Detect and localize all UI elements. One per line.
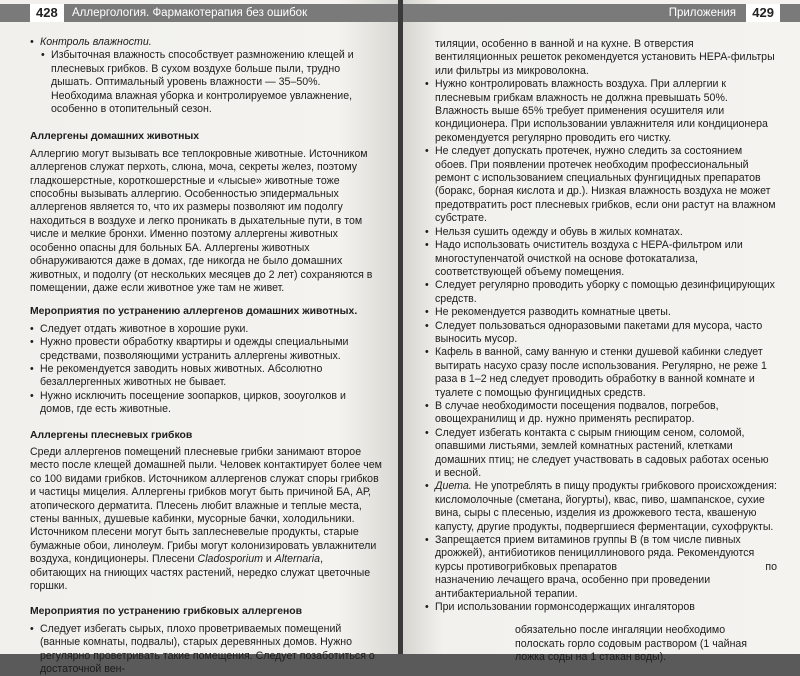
list-item: • Надо использовать очиститель воздуха с НЕРА-фильтром или многоступенчатой очисткой на основе фотокатализа, соответствующей объему помещения. [425, 239, 777, 279]
molds-text-part-2: , обитающих на гниющих частях растений, нередко служат цветочные горшки. [30, 553, 371, 593]
left-page-content [30, 36, 382, 676]
diet-text: Не употреблять в пищу продукты грибкового происхождения: кисломолочные (сметана, йогурты), квас, пиво, шампанское, сухие вина, сыры с плесенью, изделия из дрожжевого теста, квашеную капусту, другие продукты, подвергшиеся ферментации, сухофрукты. [435, 480, 777, 533]
vitamins-po: по [765, 560, 777, 573]
list-item: • Нужно провести обработку квартиры и одежды специальными средствами, позволяющими устранить аллергены животных. [30, 336, 382, 363]
genus-cladosporium: Cladosporium [197, 553, 263, 566]
molds-heading: Аллергены плесневых грибков [30, 429, 193, 441]
continuation-text: тиляции, особенно в ванной и на кухне. В отверстия вентиляционных решеток рекомендуется установить НЕРА-фильтры или фильтры из микроволокна. [435, 38, 775, 77]
right-page-header [403, 4, 800, 22]
pets-measures-heading: Мероприятия по устранению аллергенов домашних животных. [30, 306, 358, 318]
left-page-header [0, 4, 398, 22]
list-item: • В случае необходимости посещения подвалов, погребов, овощехранилищ и др. нужно применять респиратор. [425, 400, 777, 427]
diet-item [425, 480, 777, 534]
list-item: • Нужно исключить посещение зоопарков, цирков, зооуголков и домов, где есть животные. [30, 390, 382, 417]
humidity-title: • Контроль влажности. [30, 36, 382, 49]
list-item: • Не следует допускать протечек, нужно следить за состоянием обоев. При появлении протечек необходим профессиональный ремонт с использованием специальных фунгицидных препаратов (боракс, борная кислота и др.). Низкая влажность воздуха не может предотвратить рост плесневых грибков, если они растут на влажном субстрате. [425, 145, 777, 225]
humidity-text: • Избыточная влажность способствует размножению клещей и плесневых грибков. В сухом воздухе больше пыли, трудно дышать. Оптимальный уровень влажности — 35–50%. Необходима влажная уборка и контролируемое увлажнение, особенно в отопительный сезон. [30, 49, 382, 116]
blank-gap [425, 614, 777, 624]
list-item: • Нужно контролировать влажность воздуха. При аллергии к плесневым грибкам влажность не должна превышать 50%. Влажность выше 65% требует применения осушителя или кондиционера. При использовании увлажнителя или кондиционера рекомендуется регулярно проводить его чистку. [425, 78, 777, 145]
molds-text-and: и [262, 553, 275, 566]
left-page [0, 0, 398, 676]
vitamins-item [425, 534, 777, 574]
list-item: • Следует пользоваться одноразовыми пакетами для мусора, часто выносить мусор. [425, 320, 777, 347]
molds-text-part-1: Среди аллергенов помещений плесневые грибки занимают второе место после клещей домашней пыли. Человек контактирует более чем со 100 видами грибков. Источником аллергенов служат споры грибков и частицы мицелия. Аллергены грибков могут быть причиной БА, АР, атопического дерматита. Плесень любит влажные и теплые места, стены ванных, душевые кабинки, мусорные бачки, холодильники. Источником плесени могут быть заплесневелые продукты, старые бумажные обои, линолеум. Грибы могут колонизировать увлажнители воздуха, кондиционеры. Плесени [30, 445, 382, 566]
right-page-content [425, 38, 777, 665]
vitamins-text: Запрещается прием витаминов группы В (в том числе пивных дрожжей), антибиотиков пенициллинового ряда. Рекомендуются курсы противогрибковых препаратов [435, 534, 755, 573]
list-item: • Кафель в ванной, саму ванную и стенки душевой кабинки следует вытирать насухо сразу после использования. Регулярно, не реже 1 раза в 1–2 нед следует проводить обработку в ванной комнате и туалете с помощью фунгицидных средств. [425, 346, 777, 400]
inhalers-item: • При использовании гормонсодержащих ингаляторов [425, 601, 777, 614]
molds-measures-heading: Мероприятия по устранению грибковых аллергенов [30, 606, 303, 618]
list-item: • Нельзя сушить одежду и обувь в жилых комнатах. [425, 226, 777, 239]
page-number: 429 [746, 4, 780, 22]
list-item: • Следует избегать контакта с сырым гниющим сеном, соломой, опавшими листьями, землей комнатных растений, клетками домашних птиц; не следует участвовать в садовых работах осенью и весной. [425, 427, 777, 481]
page-number: 428 [30, 4, 64, 22]
vitamins-text-2: назначению лечащего врача, особенно при проведении антибактериальной терапии. [435, 574, 711, 600]
running-title: Приложения [668, 7, 736, 19]
running-title: Аллергология. Фармакотерапия без ошибок [72, 7, 308, 19]
right-page [403, 0, 800, 664]
pets-heading: Аллергены домашних животных [30, 131, 200, 143]
list-item: • Следует отдать животное в хорошие руки. [30, 323, 382, 336]
pets-text: Аллергию могут вызывать все теплокровные животные. Источником аллергенов служат перхоть, слюна, моча, секреты желез, поэтому гладкошерстные, короткошерстные и «лысые» животные тоже способны вызывать аллергию. Особенностью эпидермальных аллергенов является то, что их размеры позволяют им подолгу находиться в воздухе и легко проникать в дыхательные пути, в том числе и мелкие бронхи. Именно поэтому аллергены животных особенно опасны для больных БА. Аллергены животных обнаруживаются даже в домах, где никогда не было домашних животных, и подолгу (от нескольких месяцев до 2 лет) сохраняются в помещении, даже если животное уже там не живет. [30, 147, 373, 294]
molds-text [30, 446, 382, 593]
list-item: • Не рекомендуется заводить новых животных. Абсолютно безаллергенных животных не бывает. [30, 363, 382, 390]
list-item: • Следует избегать сырых, плохо проветриваемых помещений (ванные комнаты, подвалы), старых деревянных домов. Нужно регулярно проветривать такие помещения. Следует позаботиться о достаточной вен- [30, 623, 382, 676]
genus-alternaria: Alternaria [274, 553, 321, 566]
inhalers-text-2: обязательно после ингаляции необходимо полоскать горло содовым раствором (1 чайная ложка соды на 1 стакан воды). [515, 624, 748, 664]
list-item: • Не рекомендуется разводить комнатные цветы. [425, 306, 777, 319]
list-item: • Следует регулярно проводить уборку с помощью дезинфицирующих средств. [425, 279, 777, 306]
diet-title: Диета. [435, 480, 472, 493]
